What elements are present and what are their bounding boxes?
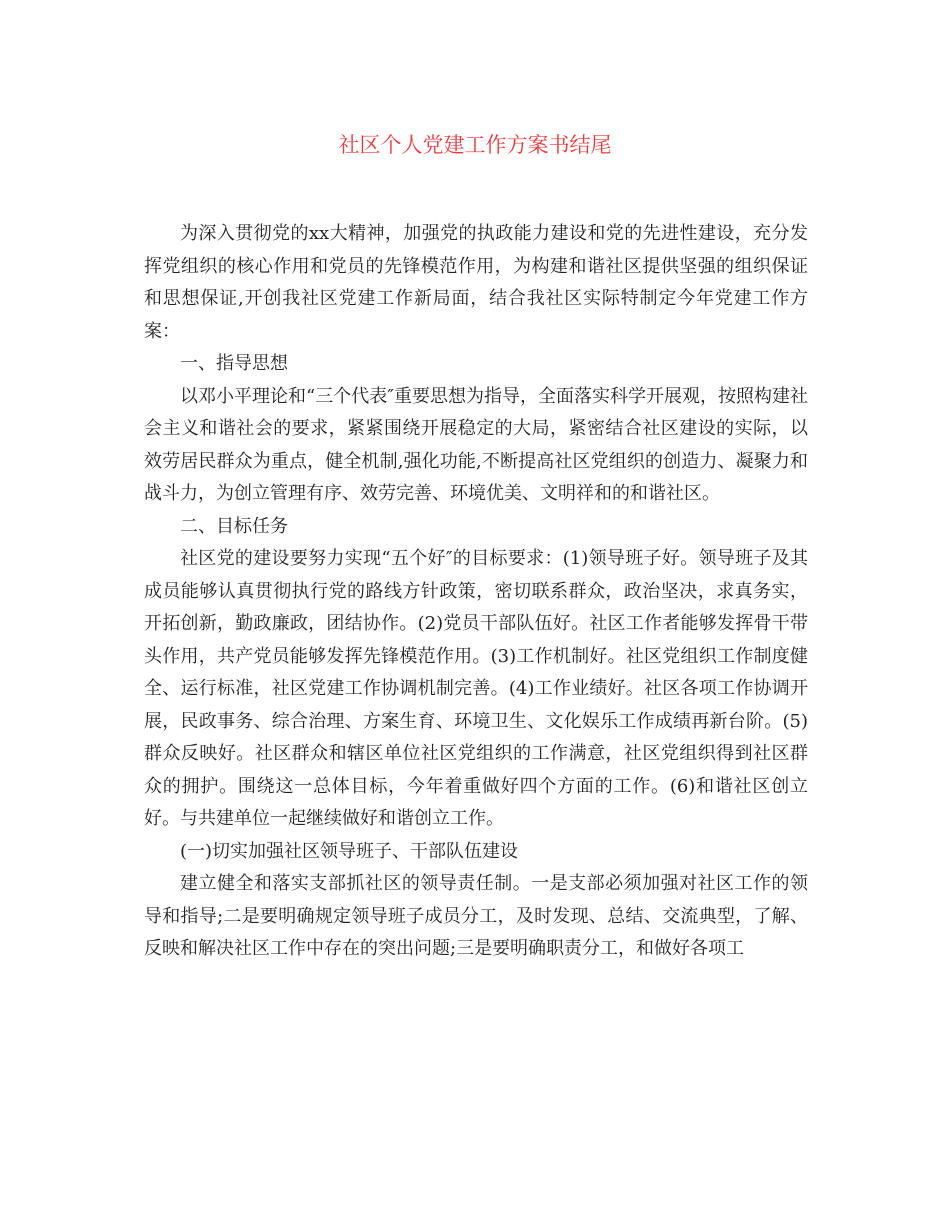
document-title: 社区个人党建工作方案书结尾 xyxy=(338,133,612,157)
paragraph-guiding-ideology: 以邓小平理论和“三个代表″重要思想为指导，全面落实科学开展观，按照构建社会主义和谐社会的要求，紧紧围绕开展稳定的大局，紧密结合社区建设的实际，以效劳居民群众为重点，健全机制,强化功能,不断提高社区党组织的创造力、凝聚力和战斗力，为创立管理有序、效劳完善、环境优美、文明祥和的和谐社区。 xyxy=(144,385,808,504)
section-heading-goals: 二、目标任务 xyxy=(180,515,288,537)
paragraph-intro: 为深入贯彻党的xx大精神，加强党的执政能力建设和党的先进性建设，充分发挥党组织的核心作用和党员的先锋模范作用，为构建和谐社区提供坚强的组织保证和思想保证,开创我社区党建工作新局面，结合我社区实际特制定今年党建工作方案： xyxy=(144,223,808,342)
subsection-heading-leadership: (一)切实加强社区领导班子、干部队伍建设 xyxy=(180,840,519,862)
section-heading-guiding-ideology: 一、指导思想 xyxy=(180,353,288,374)
document-body xyxy=(144,218,808,966)
paragraph-goals: 社区党的建设要努力实现“五个好″的目标要求：(1)领导班子好。领导班子及其成员能够认真贯彻执行党的路线方针政策，密切联系群众，政治坚决，求真务实，开拓创新，勤政廉政，团结协作。(2)党员干部队伍好。社区工作者能够发挥骨干带头作用，共产党员能够发挥先锋模范作用。(3)工作机制好。社区党组织工作制度健全、运行标准，社区党建工作协调机制完善。(4)工作业绩好。社区各项工作协调开展，民政事务、综合治理、方案生育、环境卫生、文化娱乐工作成绩再新台阶。(5)群众反映好。社区群众和辖区单位社区党组织的工作满意，社区党组织得到社区群众的拥护。围绕这一总体目标，今年着重做好四个方面的工作。(6)和谐社区创立好。与共建单位一起继续做好和谐创立工作。 xyxy=(144,548,808,829)
paragraph-leadership: 建立健全和落实支部抓社区的领导责任制。一是支部必须加强对社区工作的领导和指导;二是要明确规定领导班子成员分工，及时发现、总结、交流典型，了解、反映和解决社区工作中存在的突出问题;三是要明确职责分工，和做好各项工 xyxy=(144,873,808,959)
